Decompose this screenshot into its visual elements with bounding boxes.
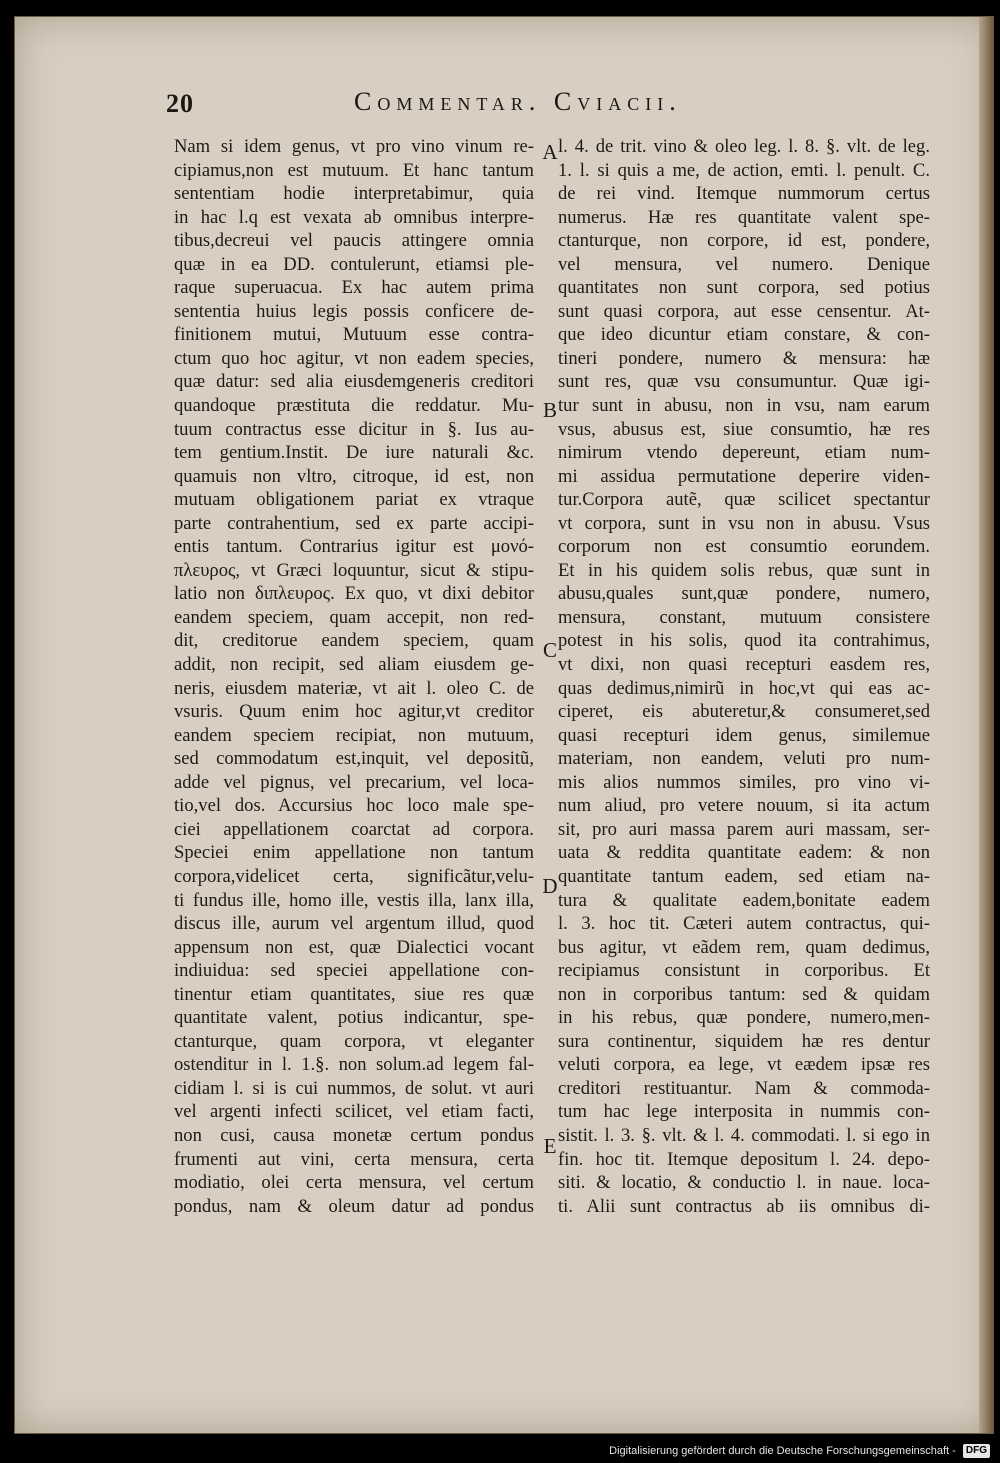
text-line: fin. hoc tit. Itemque depositum l. 24. depo-	[558, 1148, 930, 1170]
text-line: vel mensura, vel numero. Denique	[558, 253, 930, 275]
text-line: 1. l. si quis a me, de action, emti. l. penult. C.	[558, 159, 930, 181]
text-line: potest in his solis, quod ita contrahimus,	[558, 630, 930, 652]
text-line: uata & reddita quantitate eadem: & non	[558, 842, 930, 864]
text-line: l. 3. hoc tit. Cæteri autem contractus, qui-	[558, 913, 930, 935]
text-line: creditori restituantur. Nam & commoda-	[558, 1077, 930, 1099]
text-line: Et in his quidem solis rebus, quæ sunt in	[558, 559, 930, 581]
text-line: abusu,quales sunt,quæ pondere, numero,	[558, 583, 930, 605]
text-line: in hac l.q est vexata ab omnibus interpre-	[174, 206, 534, 228]
text-line: ti fundus ille, homo ille, vestis illa, lanx illa,	[174, 889, 534, 911]
text-line: bus agitur, vt eãdem rem, quam dedimus,	[558, 936, 930, 958]
text-line: sententia huius legis possis conficere de-	[174, 300, 534, 322]
text-line: vt corpora, sunt in vsu non in abusu. Vsus	[558, 512, 930, 534]
text-line: tuum contractus esse dicitur in §. Ius au-	[174, 418, 534, 440]
text-line: vsuris. Quum enim hoc agitur,vt creditor	[174, 701, 534, 723]
text-line: cipiamus,non est mutuum. Et hanc tantum	[174, 159, 534, 181]
text-line: mis alios nummos similes, pro vino vi-	[558, 771, 930, 793]
text-line: tura & qualitate eadem,bonitate eadem	[558, 889, 930, 911]
text-line: siti. & locatio, & conductio l. in naue. loca-	[558, 1172, 930, 1194]
text-line: mutuam obligationem pariat ex vtraque	[174, 489, 534, 511]
text-line: πλευρος, vt Græci loquuntur, sicut & stipu-	[174, 559, 534, 581]
text-line: sit, pro auri massa parem auri massam, ser-	[558, 818, 930, 840]
margin-marker-a: A	[542, 140, 558, 164]
left-text-column	[174, 135, 534, 1218]
dfg-logo: DFG	[963, 1444, 990, 1458]
text-line: sunt res, quæ vsu consumuntur. Quæ igi-	[558, 371, 930, 393]
text-line: dit, creditorue eandem speciem, quam	[174, 630, 534, 652]
text-line: Speciei enim appellatione non tantum	[174, 842, 534, 864]
text-line: entis tantum. Contrarius igitur est μονό-	[174, 536, 534, 558]
text-line: mi assidua permutatione deperire viden-	[558, 465, 930, 487]
text-line: quas dedimus,nimirũ in hoc,vt qui eas ac-	[558, 677, 930, 699]
margin-marker-e: E	[543, 1134, 557, 1158]
text-line: non cusi, causa monetæ certum pondus	[174, 1124, 534, 1146]
text-line: num aliud, pro vetere nouum, si ita actum	[558, 795, 930, 817]
text-line: vt dixi, non quasi recepturi easdem res,	[558, 654, 930, 676]
text-line: ctanturque, non corpore, id est, pondere,	[558, 230, 930, 252]
running-title: Commentar. Cviacii.	[354, 87, 682, 116]
text-line: ciei appellationem coarctat ad corpora.	[174, 818, 534, 840]
text-line: nimirum vtendo depereunt, etiam num-	[558, 442, 930, 464]
credit-text: Digitalisierung gefördert durch die Deutsche Forschungsgemeinschaft -	[609, 1444, 956, 1457]
text-line: Nam si idem genus, vt pro vino vinum re-	[174, 136, 534, 157]
text-line: l. 4. de trit. vino & oleo leg. l. 8. §. vlt. de leg.	[558, 136, 930, 157]
text-line: ciperet, eis abuteretur,& consumeret,sed	[558, 701, 930, 723]
text-line: sunt quasi corpora, aut esse censentur. At-	[558, 300, 930, 322]
page-number: 20	[166, 89, 194, 118]
text-line: discus ille, aurum vel argentum illud, quod	[174, 913, 534, 935]
text-line: sistit. l. 3. §. vlt. & l. 4. commodati. l. si ego in	[558, 1124, 930, 1146]
text-line: recipiamus consistunt in corporibus. Et	[558, 960, 930, 982]
text-line: vsus, abusus est, siue consumtio, hæ res	[558, 418, 930, 440]
margin-marker-c: C	[542, 638, 557, 662]
right-text-column	[558, 135, 930, 1218]
text-line: tem gentium.Instit. De iure naturali &c.	[174, 442, 534, 464]
text-line: veluti corpora, ea lege, vt eædem ipsæ res	[558, 1054, 930, 1076]
page-header	[166, 87, 976, 127]
text-line: pondus, nam & oleum datur ad pondus	[174, 1195, 534, 1217]
text-line: in his rebus, quæ pondere, numero,men-	[558, 1007, 930, 1029]
text-line: mensura, constant, mutuum consistere	[558, 606, 930, 628]
digitization-credit	[560, 1444, 990, 1460]
text-line: quæ in ea DD. contulerunt, etiamsi ple-	[174, 253, 534, 275]
text-line: tio,vel dos. Accursius hoc loco male spe-	[174, 795, 534, 817]
text-line: indiuidua: sed speciei appellatione con-	[174, 960, 534, 982]
margin-marker-d: D	[542, 874, 558, 898]
text-line: quantitate tantum eadem, sed etiam na-	[558, 865, 930, 887]
text-line: cidiam l. si is cui nummos, de solut. vt auri	[174, 1077, 534, 1099]
text-line: sura continentur, siquidem hæ res dentur	[558, 1030, 930, 1052]
text-line: quantitates non sunt corpora, sed potius	[558, 277, 930, 299]
text-line: neris, eiusdem materiæ, vt ait l. oleo C. de	[174, 677, 534, 699]
text-line: ctanturque, quam corpora, vt eleganter	[174, 1030, 534, 1052]
text-line: tinentur etiam quantitates, siue res quæ	[174, 983, 534, 1005]
text-line: tum hac lege interposita in nummis con-	[558, 1101, 930, 1123]
text-line: quandoque præstituta die reddatur. Mu-	[174, 395, 534, 417]
text-line: materiam, non eandem, veluti pro num-	[558, 748, 930, 770]
text-line: non in corporibus tantum: sed & quidam	[558, 983, 930, 1005]
text-line: de rei vind. Itemque nummorum certus	[558, 183, 930, 205]
text-line: addit, non recipit, sed aliam eiusdem ge-	[174, 654, 534, 676]
text-line: quantitate valent, potius indicantur, spe-	[174, 1007, 534, 1029]
text-line: tineri pondere, numero & mensura: hæ	[558, 347, 930, 369]
text-line: sententiam hodie interpretabimur, quia	[174, 183, 534, 205]
text-line: sed commodatum est,inquit, vel depositũ,	[174, 748, 534, 770]
text-line: finitionem mutui, Mutuum esse contra-	[174, 324, 534, 346]
text-line: que ideo dicuntur etiam constare, & con-	[558, 324, 930, 346]
text-line: numerus. Hæ res quantitate valent spe-	[558, 206, 930, 228]
text-line: quæ datur: sed alia eiusdemgeneris creditori	[174, 371, 534, 393]
margin-marker-b: B	[542, 398, 557, 422]
text-line: eandem speciem recipiat, non mutuum,	[174, 724, 534, 746]
text-line: modiatio, olei certa mensura, vel certum	[174, 1172, 534, 1194]
text-line: appensum non est, quæ Dialectici vocant	[174, 936, 534, 958]
text-line: quasi recepturi idem genus, similemue	[558, 724, 930, 746]
text-line: corporum non est consumtio eorundem.	[558, 536, 930, 558]
text-line: raque superuacua. Ex hac autem prima	[174, 277, 534, 299]
text-line: frumenti aut vini, certa mensura, certa	[174, 1148, 534, 1170]
text-line: quamuis non vltro, citroque, id est, non	[174, 465, 534, 487]
text-line: tur.Corpora autẽ, quæ scilicet spectantur	[558, 489, 930, 511]
text-line: tibus,decreui vel paucis attingere omnia	[174, 230, 534, 252]
text-line: parte contrahentium, sed ex parte accipi-	[174, 512, 534, 534]
page-gutter	[979, 17, 993, 1433]
text-line: ostenditur in l. 1.§. non solum.ad legem fal-	[174, 1054, 534, 1076]
text-line: tur sunt in abusu, non in vsu, nam earum	[558, 395, 930, 417]
text-line: adde vel pignus, vel precarium, vel loca-	[174, 771, 534, 793]
text-line: vel argenti infecti scilicet, vel etiam facti,	[174, 1101, 534, 1123]
text-line: latio non διπλευρος. Ex quo, vt dixi debitor	[174, 583, 534, 605]
text-line: ctum quo hoc agitur, vt non eadem species,	[174, 347, 534, 369]
text-line: corpora,videlicet certa, significãtur,velu-	[174, 865, 534, 887]
text-line: ti. Alii sunt contractus ab iis omnibus di-	[558, 1195, 930, 1217]
text-line: eandem speciem, quam accepit, non red-	[174, 606, 534, 628]
